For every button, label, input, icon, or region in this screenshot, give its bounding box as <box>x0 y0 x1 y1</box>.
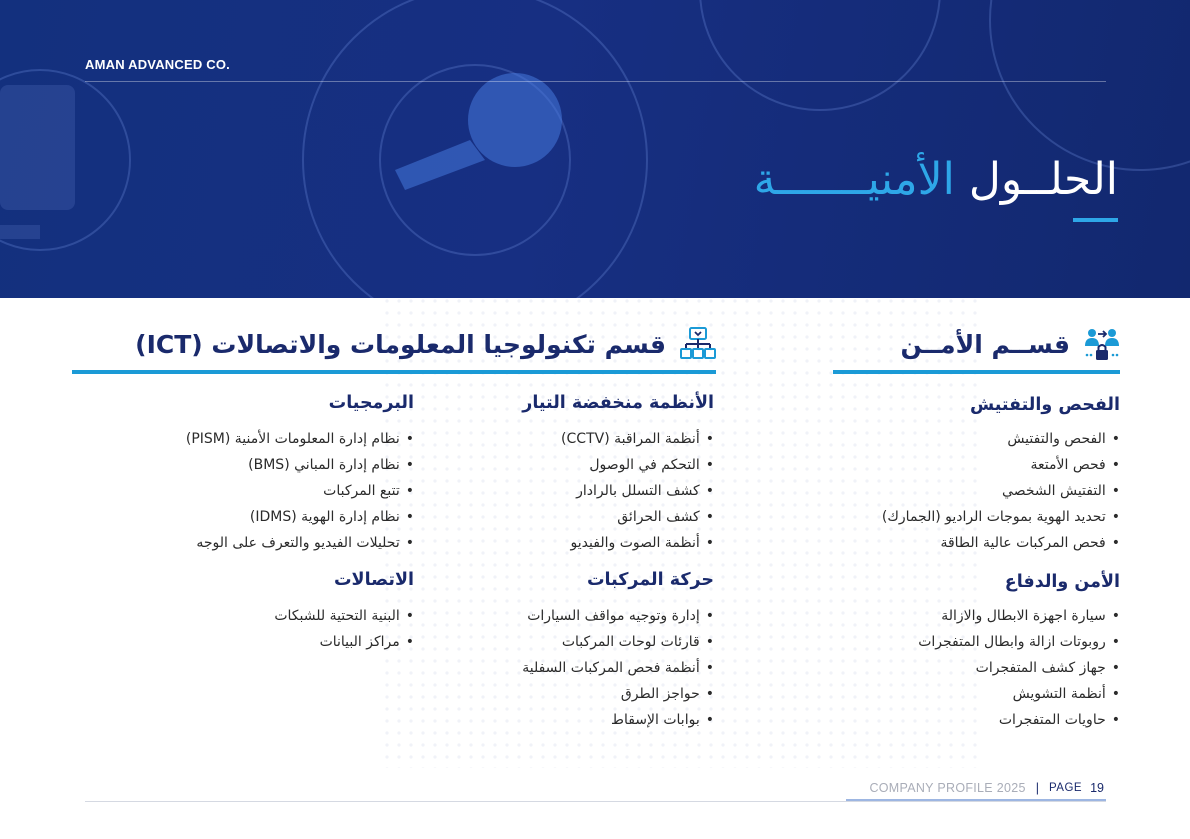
footer-divider <box>85 801 1106 802</box>
software-group <box>186 390 414 556</box>
inspection-group <box>882 392 1120 556</box>
list-item: • أنظمة التشويش <box>918 681 1120 707</box>
software-group-title: البرمجيات <box>328 393 414 413</box>
footer-separator: | <box>1035 781 1039 795</box>
list-item: • التفتيش الشخصي <box>882 478 1120 504</box>
network-icon <box>680 326 716 362</box>
list-item: • تتبع المركبات <box>186 478 414 504</box>
security-section <box>833 320 1120 740</box>
security-section-rule <box>833 370 1120 374</box>
footer-page-label: PAGE <box>1048 782 1083 794</box>
list-item: • سيارة اجهزة الابطال والازالة <box>918 603 1120 629</box>
title-underline <box>1073 218 1118 222</box>
vehicles-group-title: حركة المركبات <box>586 570 714 590</box>
hero-banner <box>0 0 1190 298</box>
list-item: • تحديد الهوية بموجات الراديو (الجمارك) <box>882 504 1120 530</box>
ict-section-title: قسم تكنولوجيا المعلومات والاتصالات (ICT) <box>135 329 666 359</box>
software-list <box>186 426 414 556</box>
list-item: • التحكم في الوصول <box>522 452 714 478</box>
list-item: • نظام إدارة المعلومات الأمنية (PISM) <box>186 426 414 452</box>
list-item: • مراكز البيانات <box>274 629 414 655</box>
page-title-accent: الأمنيـــــــة <box>753 154 955 205</box>
list-item: • فحص المركبات عالية الطاقة <box>882 530 1120 556</box>
list-item: • الفحص والتفتيش <box>882 426 1120 452</box>
list-item: • قارئات لوحات المركبات <box>522 629 714 655</box>
telecom-list <box>274 603 414 655</box>
list-item: • كشف التسلل بالرادار <box>522 478 714 504</box>
page-title <box>754 150 1118 210</box>
ict-section-rule <box>72 370 716 374</box>
list-item: • حواجز الطرق <box>522 681 714 707</box>
list-item: • تحليلات الفيديو والتعرف على الوجه <box>186 530 414 556</box>
list-item: • نظام إدارة الهوية (IDMS) <box>186 504 414 530</box>
security-section-title: قســم الأمــن <box>900 329 1070 359</box>
inspection-group-title: الفحص والتفتيش <box>970 395 1120 415</box>
header-divider <box>85 81 1106 82</box>
people-lock-icon <box>1084 326 1120 362</box>
footer-highlight <box>846 799 1106 801</box>
low-current-group-title: الأنظمة منخفضة التيار <box>522 393 714 413</box>
telecom-group <box>274 567 414 655</box>
low-current-list <box>522 426 714 556</box>
ict-section <box>72 320 716 740</box>
list-item: • أنظمة الصوت والفيديو <box>522 530 714 556</box>
footer-profile-text: COMPANY PROFILE 2025 <box>869 781 1026 795</box>
list-item: • إدارة وتوجيه مواقف السيارات <box>522 603 714 629</box>
list-item: • حاويات المتفجرات <box>918 707 1120 733</box>
telecom-group-title: الاتصالات <box>333 570 414 590</box>
defense-list <box>918 603 1120 733</box>
list-item: • فحص الأمتعة <box>882 452 1120 478</box>
inspection-list <box>882 426 1120 556</box>
vehicles-group <box>522 567 714 733</box>
gears-background-art <box>0 0 1190 298</box>
defense-group <box>918 569 1120 733</box>
page-footer <box>869 781 1104 795</box>
defense-group-title: الأمن والدفاع <box>1004 572 1120 592</box>
vehicles-list <box>522 603 714 733</box>
list-item: • بوابات الإسقاط <box>522 707 714 733</box>
ict-section-header <box>72 320 716 368</box>
list-item: • البنية التحتية للشبكات <box>274 603 414 629</box>
security-section-header <box>833 320 1120 368</box>
page-title-main: الحلــول <box>968 154 1118 205</box>
list-item: • روبوتات ازالة وابطال المتفجرات <box>918 629 1120 655</box>
footer-page-number: 19 <box>1090 781 1104 795</box>
list-item: • نظام إدارة المباني (BMS) <box>186 452 414 478</box>
list-item: • أنظمة المراقبة (CCTV) <box>522 426 714 452</box>
company-name: AMAN ADVANCED CO. <box>85 57 230 72</box>
list-item: • جهاز كشف المتفجرات <box>918 655 1120 681</box>
list-item: • كشف الحرائق <box>522 504 714 530</box>
list-item: • أنظمة فحص المركبات السفلية <box>522 655 714 681</box>
low-current-group <box>522 390 714 556</box>
